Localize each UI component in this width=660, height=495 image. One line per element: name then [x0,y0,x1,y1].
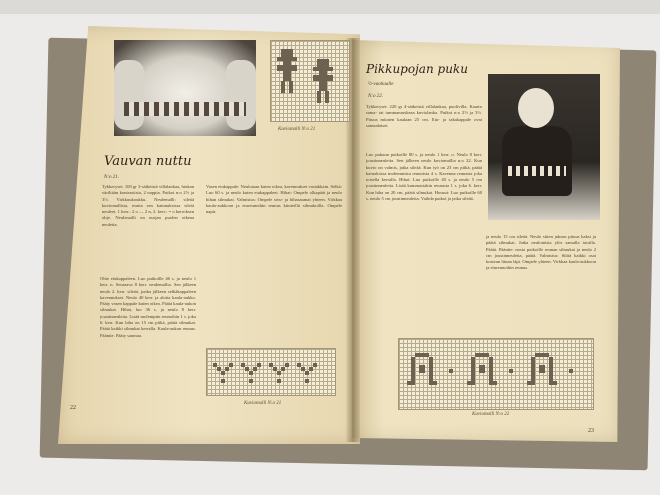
page-title-left: Vauvan nuttu [104,154,192,169]
knitting-chart-figures [270,40,350,122]
right-col2-body: ja neulo 15 cm sileää. Neulo sitten jakson pituus kaksi ja päätä silmukat. Jatka neulomista ylös samalla tavalla. Päätä. Pääntie: nosta puikoille reunan silmukat ja neulo 2 cm joustinneuletta, päätä. Valmistus: Silitä kaikki osat kostean liinan läpi. Ompele yhteen. Virkkaa kaula-aukkoon ja etureunoihin reunus. [486,234,596,271]
right-col1-body: Luo pukuun puikoille 80 s. ja neulo 1 kerr. o. Neulo 8 kerr. joustinneuletta. Sen jälkeen neulo kuviomallia n:o 22. Kun kuvio on valmis, jatka sileää. Kun työ on 23 cm pitkä, päätä kainaloissa molemmista reunoista 4 s. Kavenna reunasta joka toisella kerralla. Hihat: Luo puikoille 40 s. ja neulo 5 cm joustinneuletta. Lisää kummastakin reunasta 1 s. joka 6. kerr. Kun hiha on 20 cm, päätä silmukat. Housut: Luo puikoille 60 s. neulo 5 cm joustinneuletta. Vaihda puikot ja jatka sileää. [366,152,482,202]
left-col2-body: Vasen etukappale: Neulotaan kuten oikea, kavennukset vastakkain. Selkä: Luo 60 s. ja neulo kuten etukappaleet. Hihat: Ompele olkapäät ja neulo hihan silmukat. Valmistus: Ompele sivu- ja hihasaumat yhteen. Virkkaa kaula-aukkoon ja etureunoihin reunus kiinteillä silmukoilla. Ompele napit. [206,184,342,215]
left-col1-intro: Tykkeryset: 100 gr 3-säikeistä villalankaa, hiukan väriltään kontrastista, 2 nappia. Puikot n:o 2½ ja 3½. Virkkuukoukku. Neulemalli: sileää kuviomallista, mutta sen kainnuksissa sileät neuleet. 1 kerr.: 2 o — 2 n, 2. kerr.: = o kerroksen ohje. Neulemalli on nurjan puolen oikeaa neuletta. [102,184,194,227]
right-col1-intro: Tykkeryset: 220 gr 4-säikeistä villalankaa, puolivilla. Kaarto sama- tai tummanruskeaa kuviolanka. Puikot n:o 2½ ja 3½. Pituus mitaten kaulaan 25 cm. Etu- ja takakappale ovat samanlaiset. [366,104,482,128]
left-col1-body: Ohie etukappaleen. Luo puikoille 46 s. ja neulo 1 kerr. n. Seuraava 8 kerr. neulemallia. Sen jälkeen neulo 2. kerr. sileää, jonka jälkeen selkäkappaleen kavennukset. Neulo 40 kerr. ja aloita kaula-aukko. Pääty vasen kappale kuten oikea. Päätä kaula-aukon silmukat. Hihat, luo 36 s. ja neulo 8 kerr. joustinneuletta. Lisää molempiin reunoihin 1 s. joka 6. kerr. Kun hiha on 15 cm pitkä, päätä silmukat. Päätä kaikki silmukat kerralla. Kaula-aukon reunus. Pääntie. Pääty saumaa. [100,276,196,338]
baby-sweater-pattern [508,166,566,176]
sweater-sleeve-left [114,60,144,130]
background-strip [0,0,660,14]
knitting-chart-right-bottom [398,338,594,410]
pattern-number-right: N:o 22. [368,94,383,99]
chart-left-bottom-svg [207,349,335,395]
baby-sweater [502,126,572,196]
baby-photo [488,74,600,220]
chart-figures-svg [271,41,349,121]
sweater-sleeve-right [226,60,256,130]
chart-caption-top: Kuviomalli N:o 21 [278,127,316,132]
sweater-pattern-band [124,102,246,116]
pattern-subtitle-right: ½-vuotiaalle [368,82,394,87]
chart-caption-right-bottom: Kuviomalli N:o 22 [472,412,510,417]
chart-caption-left-bottom: Kuviomalli N:o 21 [244,401,282,406]
knitting-chart-left-bottom [206,348,336,396]
page-title-right: Pikkupojan puku [366,62,468,76]
pattern-number-left: N:o 21. [104,175,119,180]
page-number-left: 22 [70,405,76,411]
baby-head [518,88,554,128]
page-number-right: 23 [588,428,594,434]
knitted-sweater-photo [114,40,256,136]
chart-right-bottom-svg [399,339,593,409]
